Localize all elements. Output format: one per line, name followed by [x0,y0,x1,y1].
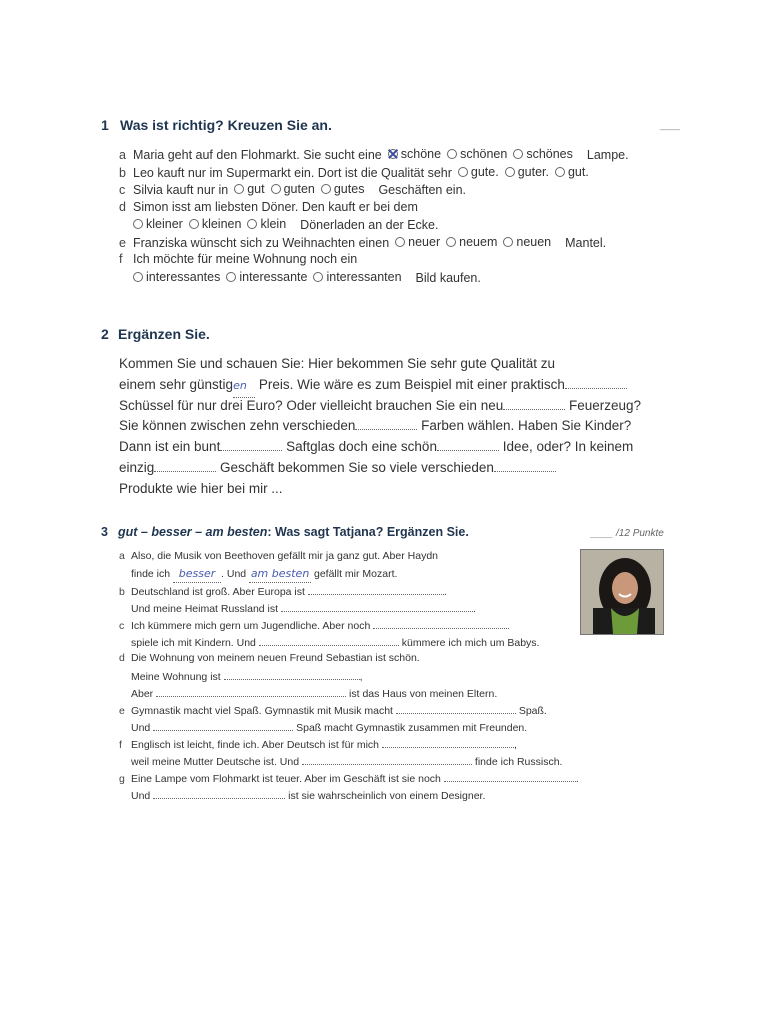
item-text-after: Lampe. [586,148,629,162]
item-letter: d [119,200,126,214]
radio-icon[interactable] [458,167,468,177]
radio-icon[interactable] [513,149,523,159]
blank-field[interactable] [503,397,565,410]
item-text-after: Geschäften ein. [378,183,467,197]
blank-field[interactable] [437,438,499,451]
s2-line-4: Sie können zwischen zehn verschieden Farben wählen. Haben Sie Kinder? [119,418,632,433]
option[interactable] [446,233,497,251]
s3-b-line-2: Und meine Heimat Russland ist . [131,599,476,618]
option[interactable] [555,163,589,181]
radio-icon[interactable] [313,272,323,282]
s1-item-c-line-1 [119,180,466,199]
section1-title: Was ist richtig? Kreuzen Sie an. [120,117,332,133]
blank-field[interactable] [259,633,399,646]
section3-title: gut – besser – am besten: Was sagt Tatjana? Ergänzen Sie. [118,525,469,539]
radio-icon[interactable] [503,237,513,247]
tatjana-photo [580,549,664,635]
option[interactable] [395,233,440,251]
s3-b-line-1: b Deutschland ist groß. Aber Europa ist . [119,582,447,601]
item-text-after: Dönerladen an der Ecke. [300,218,439,232]
s3-e-line-2: Und Spaß macht Gymnastik zusammen mit Freunden. [131,718,527,737]
item-text-after: Mantel. [565,236,607,250]
blank-field[interactable] [396,701,516,714]
item-text: Franziska wünscht sich zu Weihnachten einen [133,236,390,250]
s1-item-f-line-1 [119,250,357,268]
radio-icon[interactable] [447,149,457,159]
radio-icon[interactable] [555,167,565,177]
option[interactable] [313,268,401,286]
blank-field[interactable] [156,684,346,697]
option-label: kleiner [146,217,183,231]
s3-f-line-1: f Englisch ist leicht, finde ich. Aber Deutsch ist für mich , [119,735,517,754]
radio-icon[interactable] [505,167,515,177]
option-label: gut [247,182,265,196]
item-letter: a [119,148,126,162]
handwritten-answer: am besten [249,565,311,583]
section3-score: ____ /12 Punkte [591,528,664,539]
blank-field[interactable] [565,376,627,389]
s3-d-line-1: d Die Wohnung von meinem neuen Freund Sebastian ist schön. [119,652,420,664]
s3-c-line-2: spiele ich mit Kindern. Und kümmere ich mich um Babys. [131,633,539,652]
option-label: gut. [567,165,589,179]
option-label: guten [283,182,315,196]
item-text: Ich möchte für meine Wohnung noch ein [133,252,358,266]
option-label: schönes [526,147,573,161]
handwritten-answer: en [233,376,255,398]
radio-icon[interactable] [133,219,143,229]
blank-field[interactable] [153,718,293,731]
blank-field[interactable] [302,752,472,765]
radio-icon[interactable] [133,272,143,282]
option-label: gutes [333,182,365,196]
section2-title: Ergänzen Sie. [118,326,210,342]
option-label: interessanten [326,270,402,284]
blank-field[interactable] [373,616,509,629]
item-text-after: Bild kaufen. [415,271,481,285]
blank-field[interactable] [153,786,285,799]
s3-g-line-2: Und ist sie wahrscheinlich von einem Designer. [131,786,485,805]
section1-number: 1 [101,117,109,133]
s1-item-a-line-1 [119,145,629,164]
s2-line-7: Produkte wie hier bei mir ... [119,481,283,496]
option-label: interessante [239,270,308,284]
option-label: klein [260,217,287,231]
blank-field[interactable] [308,582,444,595]
option[interactable] [388,145,441,163]
s3-e-line-1: e Gymnastik macht viel Spaß. Gymnastik mit Musik macht Spaß. [119,701,547,720]
option[interactable] [447,145,507,163]
checked-radio-icon[interactable] [388,149,398,159]
radio-icon[interactable] [321,184,331,194]
section3-number: 3 [101,525,108,539]
radio-icon[interactable] [446,237,456,247]
s3-d-line-2: Meine Wohnung ist , [131,667,363,686]
s3-f-line-2: weil meine Mutter Deutsche ist. Und finde ich Russisch. [131,752,562,771]
s2-line-3: Schüssel für nur drei Euro? Oder vielleicht brauchen Sie ein neu Feuerzeug? [119,398,642,413]
radio-icon[interactable] [189,219,199,229]
radio-icon[interactable] [395,237,405,247]
blank-field[interactable] [382,735,514,748]
radio-icon[interactable] [226,272,236,282]
radio-icon[interactable] [271,184,281,194]
option[interactable] [133,215,183,233]
option[interactable] [226,268,307,286]
item-text: Leo kauft nur im Supermarkt ein. Dort ist die Qualität sehr [133,166,452,180]
option-label: gute. [470,165,499,179]
item-letter: e [119,236,126,250]
option[interactable] [133,268,220,286]
handwritten-answer: besser [173,565,221,583]
radio-icon[interactable] [247,219,257,229]
option[interactable] [234,180,264,198]
option-label: neuer [408,235,441,249]
s3-a-line-1: a Also, die Musik von Beethoven gefällt mir ja ganz gut. Aber Haydn [119,550,439,562]
item-letter: b [119,166,126,180]
blank-field[interactable] [224,667,360,680]
option-label: guter. [517,165,549,179]
s2-line-2: einem sehr günstigen Preis. Wie wäre es zum Beispiel mit einer praktisch [119,375,627,398]
s2-line-5: Dann ist ein bunt Saftglas doch eine schön Idee, oder? In keinem [119,439,634,454]
option[interactable] [513,145,573,163]
s1-item-f-line-2 [133,268,481,287]
option[interactable] [458,163,499,181]
option-label: kleinen [201,217,242,231]
option-label: neuen [516,235,552,249]
s3-c-line-1: c Ich kümmere mich gern um Jugendliche. Aber noch [119,616,509,635]
item-letter: c [119,183,126,197]
option[interactable] [321,180,365,198]
blank-field[interactable] [281,599,473,612]
s1-item-d-line-1 [119,198,418,216]
blank-field[interactable] [154,459,216,472]
section2-number: 2 [101,326,109,342]
s3-d-line-3: Aber ist das Haus von meinen Eltern. [131,684,497,703]
item-text: Simon isst am liebsten Döner. Den kauft er bei dem [133,200,418,214]
s3-g-line-1: g Eine Lampe vom Flohmarkt ist teuer. Aber im Geschäft ist sie noch . [119,769,579,788]
item-text: Maria geht auf den Flohmarkt. Sie sucht eine [133,148,382,162]
section1-score-line: ____ [660,120,681,130]
radio-icon[interactable] [234,184,244,194]
option[interactable] [503,233,551,251]
s2-line-1: Kommen Sie und schauen Sie: Hier bekommen Sie sehr gute Qualität zu [119,356,555,371]
item-text: Silvia kauft nur in [133,183,229,197]
blank-field[interactable] [494,459,556,472]
blank-field[interactable] [355,417,417,430]
item-letter: f [119,252,123,266]
s2-line-6: einzig Geschäft bekommen Sie so viele verschieden [119,458,556,479]
option[interactable] [189,215,242,233]
option[interactable] [271,180,315,198]
option[interactable] [505,163,549,181]
option-label: neuem [459,235,498,249]
option-label: schöne [400,147,442,161]
option[interactable] [247,215,286,233]
blank-field[interactable] [220,438,282,451]
blank-field[interactable] [444,769,576,782]
s3-a-line-2: finde ich besser . Und am besten gefällt mir Mozart. [131,565,397,583]
option-label: schönen [460,147,508,161]
option-label: interessantes [146,270,221,284]
s1-item-d-line-2 [133,215,438,234]
